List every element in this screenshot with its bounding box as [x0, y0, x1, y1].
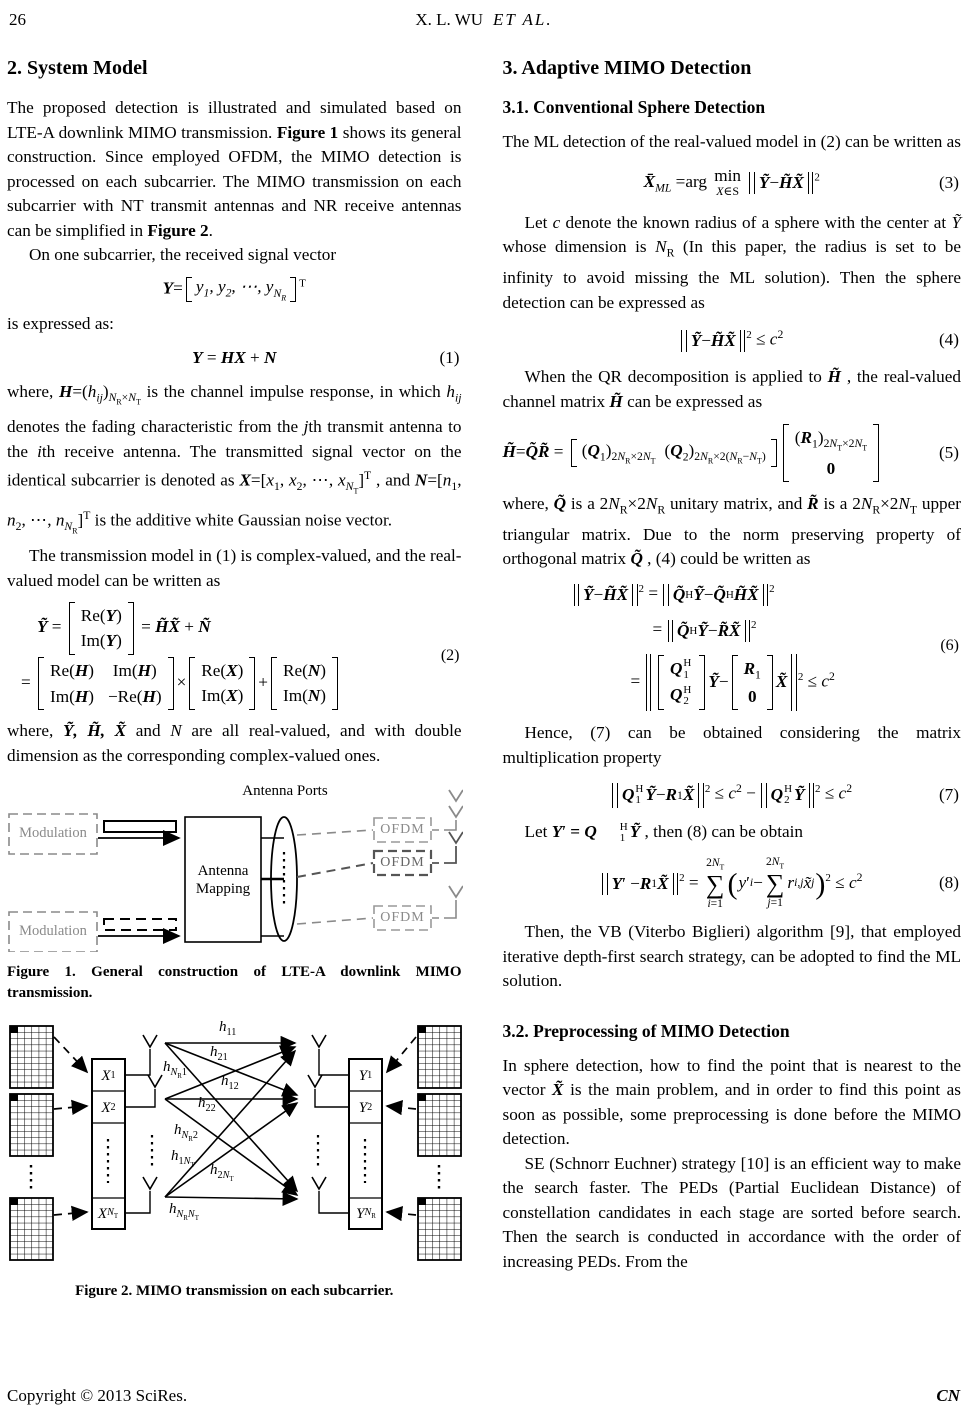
channel-line: [165, 1197, 297, 1199]
channel-label-hnrnt: $h_{N_RN_T}$: [169, 1201, 199, 1223]
tx-symbol-x1: X 1: [101, 1068, 116, 1085]
equation-5-number: (5): [938, 442, 959, 462]
page-number: 26: [9, 10, 26, 29]
section-3-2-heading: 3.2. Preprocessing of MIMO Detection: [502, 1020, 790, 1041]
antenna-icon: [449, 886, 463, 897]
antenna-icon: [308, 1075, 322, 1087]
antenna-icon: [312, 1035, 326, 1047]
channel-label-hnr1: $h_{N_R1}$: [163, 1059, 188, 1081]
figure-2-diagram: [7, 1019, 462, 1271]
equation-5: H̃=Q̃R̃ = $(Q_1)_{2N_R\times 2N_T}$ $(Q_2)_{2N_R\times 2(N_R-N_T)}$ $(R_1)_{2N_T\times 2N_T}$ 0 (5): [503, 424, 962, 482]
resource-grid: [10, 1198, 53, 1260]
ofdm-label-1: OFDM: [380, 821, 425, 837]
tx-symbol-x2: X 2: [101, 1100, 116, 1117]
equation-1: Y = HX + N (1): [192, 348, 460, 367]
equation-6-number: (6): [940, 637, 959, 655]
page-header: [7, 10, 961, 32]
paragraph: SE (Schnorr Euchner) strategy [10] is an efficient way to make the search faster. The PEDs (Partial Euclidean Distance) of constellation candidates in each stage are sorted before search. Then the search is conducted in accordance with the order of increasing PEDs. From the: [502, 1153, 961, 1271]
paragraph: where, $H=(h_{ij})_{N_R\times N_T}$ is the channel impulse response, in which $h_{ij}$ denotes the fading characteristic from the jth transmit antenna to the ith receive antenna. The transmitted signal vector on the identical subcarrier is denoted as $X=[x_1$, $x_2$, ⋯, $x_{N_T}]^T$ , and $N=[n_1$, $n_2$, ⋯, $n_{N_R}]^T$ is the additive white Gaussian noise vector.: [7, 382, 462, 536]
antenna-ports-label: Antenna Ports: [242, 783, 328, 800]
channel-label-h2nt: $h_{2N_T}$: [210, 1162, 234, 1184]
paragraph: The ML detection of the real-valued model in (2) can be written as: [502, 132, 961, 151]
equation-8: Y ′ − R 1 X̃ $^2$ = $2N_T$ ∑ i=1 ( y ′ i − $2N_T$ ∑ j=1 r i,j x̃ j )$^2 \le c^2$ (8): [503, 855, 962, 911]
antenna-icon: [449, 790, 463, 801]
resource-grid: [10, 1026, 53, 1088]
paragraph: The transmission model in (1) is complex-valued, and the real-valued model can be written as: [7, 546, 462, 590]
paragraph: The proposed detection is illustrated and simulated based on LTE-A downlink MIMO transmission. Figure 1 shows its general construction. Since employed OFDM, the MIMO detection is processed on each subcarrier. The MIMO transmission on each subcarrier with NT transmit antennas and NR receive antennas can be simplified in Figure 2.: [7, 98, 462, 240]
running-head-authors: X. L. WU: [415, 10, 484, 29]
equation-7: Q H 1 Ỹ − R 1 X̃ $^2 \le c^2$ − Q H 2 Ỹ $^2 \le c^2$ (7): [503, 782, 962, 808]
equation-2: Ỹ = Re(Y) Im(Y) = H̃X̃ + Ñ = Re(H) Im(H) Im(H) −Re(H) × Re(X) Im(X) + Re(N) Im(N) (2): [7, 602, 462, 710]
antenna-icon: [312, 1177, 326, 1189]
equation-8-number: (8): [938, 872, 959, 892]
running-head: [7, 10, 961, 30]
ofdm-label-2: OFDM: [380, 854, 425, 870]
resource-grid: [10, 1094, 53, 1156]
figure-2-svg: [7, 1019, 463, 1271]
section-3-heading: 3. Adaptive MIMO Detection: [502, 57, 752, 79]
rx-symbol-y2: Y 2: [358, 1100, 373, 1117]
equation-2-number: (2): [440, 647, 460, 665]
channel-label-h11: $h_{11}$: [219, 1019, 237, 1039]
antenna-icon: [449, 832, 463, 843]
antenna-icon: [143, 1035, 157, 1047]
paragraph: where, Ỹ, H̃, X̃ and N are all real-valued, and with double dimension as the corresponding complex-valued ones.: [7, 721, 462, 765]
rx-symbol-ynr: Y $N_R$: [356, 1206, 376, 1223]
left-column: [7, 56, 462, 1302]
two-column-body: [7, 56, 961, 1302]
equation-received-vector: Y= $y_1$, $y_2$, ⋯, $y_{N_R}$ $^T$: [162, 277, 306, 302]
antenna-icon: [143, 1177, 157, 1189]
equation-1-number: (1): [439, 348, 460, 367]
antenna-icon: [148, 1075, 162, 1087]
paragraph: where, Q̃ is a $2N_R\times 2N_R$ unitary matrix, and R̃ is a $2N_R\times 2N_T$ upper triangular matrix. Due to the norm preserving property of orthogonal matrix Q̃ , (4) could be written as: [502, 493, 961, 569]
equation-4-number: (4): [938, 330, 959, 350]
channel-label-h1nt: $h_{1N_T}$: [171, 1148, 195, 1170]
running-head-etal: ET AL.: [493, 10, 553, 29]
antenna-mapping-label: Antenna Mapping: [195, 862, 251, 897]
paragraph: Hence, (7) can be obtained considering the matrix multiplication property: [502, 723, 961, 767]
paragraph: Let c denote the known radius of a sphere with the center at Ỹ whose dimension is $N_R$ (In this paper, the radius is set to be infinity to avoid missing the ML solution). Then the sphere detection can be expressed as: [502, 212, 961, 312]
channel-label-h22: $h_{22}$: [198, 1095, 216, 1115]
modulation-label-1: Modulation: [19, 825, 87, 842]
footer-journal-abbrev: CN: [936, 1386, 960, 1405]
ofdm-label-3: OFDM: [380, 909, 425, 925]
antenna-icon: [449, 806, 463, 817]
figure-2-caption: Figure 2. MIMO transmission on each subcarrier.: [75, 1283, 394, 1300]
figure-1-caption: Figure 1. General construction of LTE-A downlink MIMO transmission.: [7, 964, 462, 1001]
rx-symbol-y1: Y 1: [358, 1068, 373, 1085]
paragraph: In sphere detection, how to find the point that is nearest to the vector X̃ is the main problem, and in order to find this point as soon as possible, some preprocessing is done before the MIMO detection.: [502, 1055, 962, 1149]
resource-grid: [418, 1198, 461, 1260]
channel-label-hnr2: $h_{N_R2}$: [174, 1122, 199, 1144]
paragraph: Let Y′ = Q H 1 Ỹ , then (8) can be obtain: [524, 820, 803, 845]
resource-grid: [418, 1094, 461, 1156]
section-3-1-heading: 3.1. Conventional Sphere Detection: [502, 97, 766, 117]
equation-3: $X̄_{ML} =arg$ min X∈S Ỹ − H̃X̃ $^2$ (3): [643, 165, 959, 199]
channel-label-h12: $h_{12}$: [221, 1073, 239, 1093]
codeword-stripe-dashed: [104, 919, 176, 930]
paragraph: When the QR decomposition is applied to H̃ , the real-valued channel matrix H̃ can be expressed as: [502, 367, 961, 411]
tx-symbol-xnt: X $N_T$: [97, 1206, 119, 1223]
paragraph: On one subcarrier, the received signal vector: [29, 245, 337, 264]
modulation-label-2: Modulation: [19, 923, 87, 940]
paragraph: is expressed as:: [7, 313, 114, 333]
equation-4: Ỹ − H̃X̃ $^2 \le c^2$ (4): [503, 327, 962, 353]
equation-6: Ỹ − H̃X̃ $^2$ = Q̃ H Ỹ − Q̃ H H̃X̃ $^2$ = Q̃ H Ỹ − R̃X̃ $^2$ = Q H 1 Q H 2 Ỹ − $R_1$ 0 X̃ $^2 \le c^2$ (6): [503, 582, 962, 711]
paragraph: Then, the VB (Viterbo Biglieri) algorithm [9], that employed iterative depth-first search strategy, can be adopted to find the ML solution.: [502, 922, 961, 991]
equation-7-number: (7): [938, 785, 959, 805]
right-column: [503, 56, 962, 1302]
section-2-heading: 2. System Model: [7, 57, 148, 79]
resource-grid: [418, 1026, 461, 1088]
codeword-stripe-solid: [104, 821, 176, 832]
page-footer: [7, 1386, 960, 1406]
channel-label-h21: $h_{21}$: [210, 1044, 228, 1064]
equation-3-number: (3): [938, 172, 959, 192]
footer-copyright: Copyright © 2013 SciRes.: [7, 1386, 188, 1405]
figure-1-diagram: [7, 784, 462, 952]
